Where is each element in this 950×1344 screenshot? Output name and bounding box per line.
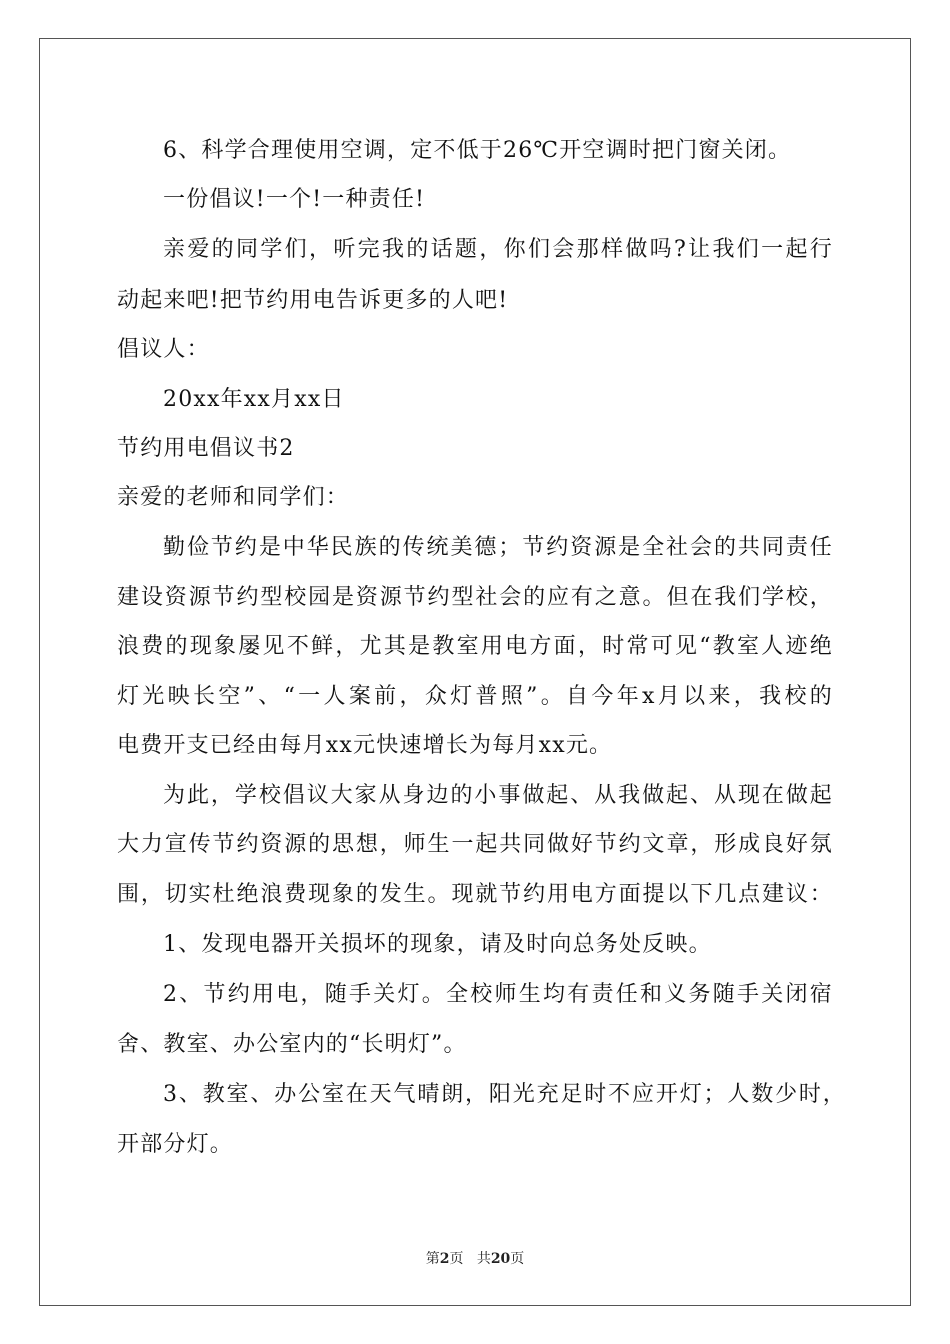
- paragraph-line: 动起来吧!把节约用电告诉更多的人吧!: [117, 288, 509, 313]
- total-prefix: 共: [476, 1251, 491, 1267]
- paragraph-line: 舍、教室、办公室内的“长明灯”。: [117, 1032, 467, 1057]
- paragraph-line: 勤俭节约是中华民族的传统美德；节约资源是全社会的共同责任: [163, 535, 833, 560]
- page-number: 2: [439, 1251, 450, 1267]
- paragraph-line: 电费开支已经由每月xx元快速增长为每月xx元。: [117, 733, 613, 758]
- paragraph-line: 为此，学校倡议大家从身边的小事做起、从我做起、从现在做起: [163, 783, 833, 808]
- paragraph-line: 灯光映长空”、“一人案前，众灯普照”。自今年x月以来，我校的: [117, 684, 833, 709]
- page-border: [39, 38, 911, 1306]
- paragraph-line: 开部分灯。: [117, 1132, 234, 1157]
- date-line: 20xx年xx月xx日: [163, 387, 345, 412]
- page-prefix: 第: [425, 1251, 440, 1267]
- paragraph-line: 一份倡议!一个!一种责任!: [163, 187, 426, 212]
- paragraph-line: 亲爱的同学们，听完我的话题，你们会那样做吗?让我们一起行: [163, 237, 833, 262]
- salutation: 亲爱的老师和同学们：: [117, 485, 350, 510]
- list-item: 1、发现电器开关损坏的现象，请及时向总务处反映。: [163, 932, 712, 957]
- paragraph-line: 6、科学合理使用空调，定不低于26℃开空调时把门窗关闭。: [163, 138, 792, 163]
- paragraph-line: 大力宣传节约资源的思想，师生一起共同做好节约文章，形成良好氛: [117, 832, 833, 857]
- total-unit: 页: [510, 1251, 525, 1267]
- list-item: 3、教室、办公室在天气晴朗，阳光充足时不应开灯；人数少时，: [163, 1082, 846, 1107]
- section-title: 节约用电倡议书2: [117, 436, 295, 461]
- paragraph-line: 建设资源节约型校园是资源节约型社会的应有之意。但在我们学校，: [117, 585, 833, 610]
- paragraph-line: 浪费的现象屡见不鲜，尤其是教室用电方面，时常可见“教室人迹绝: [117, 634, 833, 659]
- page-footer: [0, 1248, 950, 1268]
- page-unit: 页: [449, 1251, 464, 1267]
- signature-label: 倡议人：: [117, 337, 210, 362]
- total-pages: 20: [490, 1251, 511, 1267]
- paragraph-line: 围，切实杜绝浪费现象的发生。现就节约用电方面提以下几点建议：: [117, 882, 833, 907]
- list-item: 2、节约用电，随手关灯。全校师生均有责任和义务随手关闭宿: [163, 982, 833, 1007]
